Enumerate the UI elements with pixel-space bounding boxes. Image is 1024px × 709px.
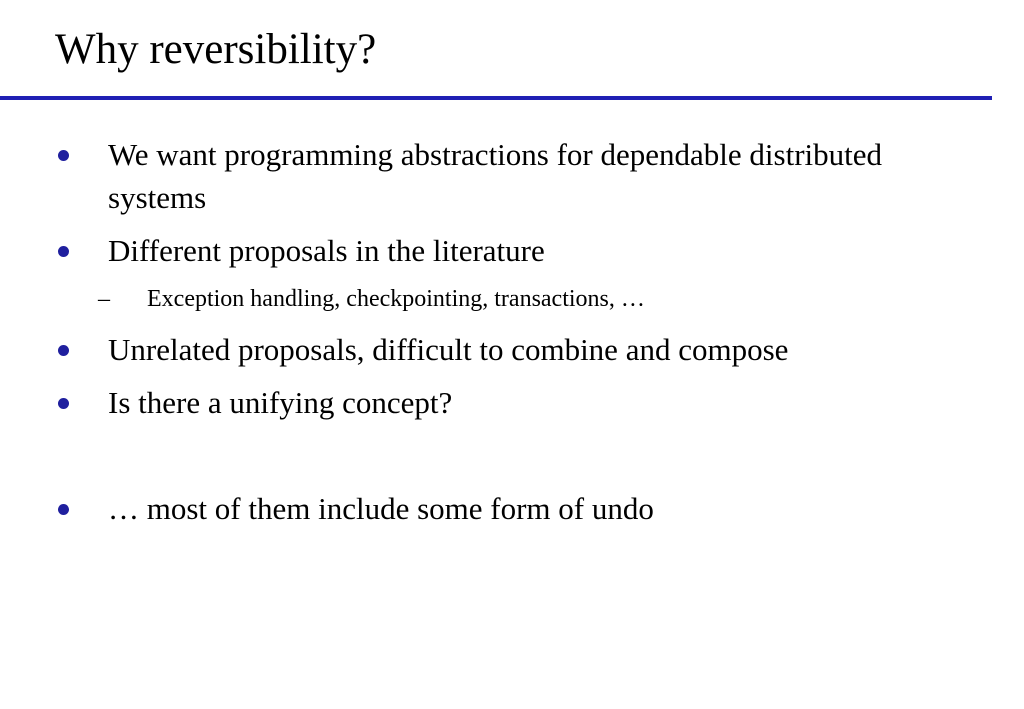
slide-title: Why reversibility? [55,26,377,73]
title-underline [0,96,992,100]
bullet-dot-icon [58,246,69,257]
dash-marker: – [98,286,110,312]
bullet-dot-icon [58,398,69,409]
bullet-text: Is there a unifying concept? [108,385,453,420]
bullet-dot-icon [58,504,69,515]
bullet-dot-icon [58,150,69,161]
bullet-text: Unrelated proposals, difficult to combine and compose [108,332,789,367]
bullet-text: We want programming abstractions for dependable distributed systems [108,137,883,215]
bullet-text: … most of them include some form of undo [108,491,654,526]
bullet-text: Different proposals in the literature [108,233,545,268]
sub-bullet-text: Exception handling, checkpointing, transactions, … [147,286,645,312]
bullet-dot-icon [58,345,69,356]
